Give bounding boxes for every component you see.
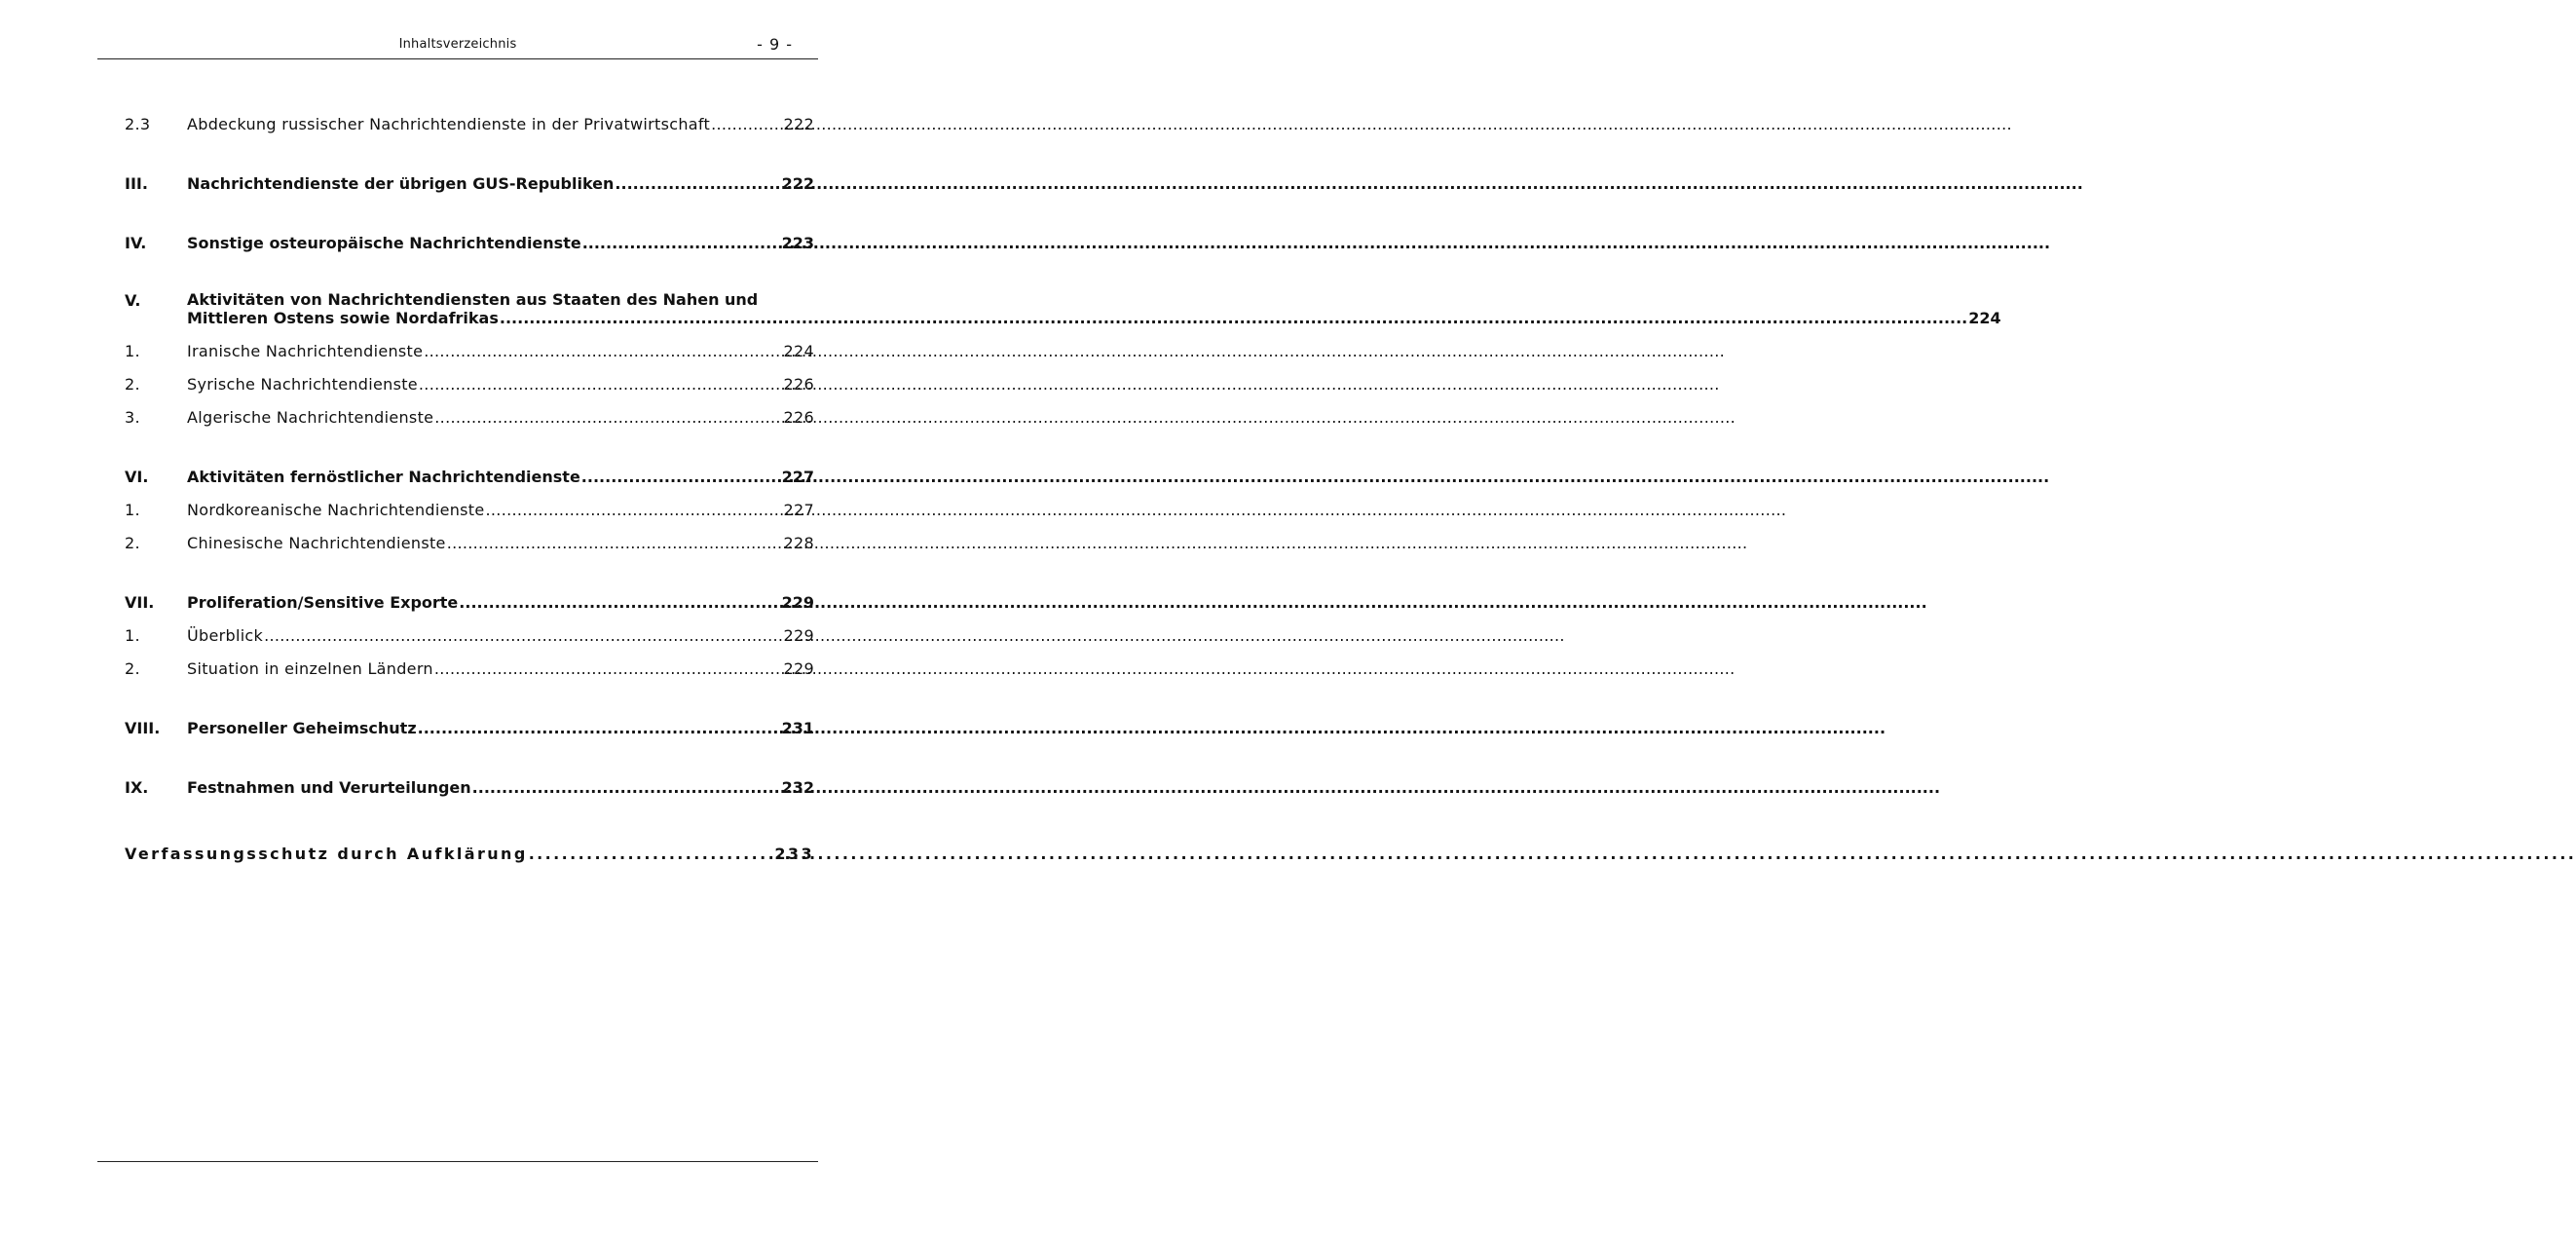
page-header [97,35,818,59]
toc-entry-page: 231 [781,719,814,737]
toc-entry-v-1[interactable] [125,332,814,365]
toc-leader-dots [582,234,781,252]
toc-leader-dots [419,375,783,394]
toc-entry-title: Chinesische Nachrichtendienste [187,534,446,552]
toc-leader-dots [434,659,783,678]
header-page-number: - 9 - [757,35,793,54]
toc-entry-page: 222 [781,174,814,193]
toc-entry-number: III. [125,174,148,193]
toc-entry-v-3[interactable] [125,398,814,432]
toc-entry-v[interactable] [125,283,2001,332]
toc-entry-page: 232 [781,778,814,797]
toc-leader-dots [459,593,780,612]
toc-entry-v-2[interactable] [125,365,814,398]
toc-entry-page: 227 [781,468,814,486]
toc-entry-title: Situation in einzelnen Ländern [187,659,433,678]
toc-entry-title-line1: Aktivitäten von Nachrichtendiensten aus Staaten des Nahen und [187,290,759,309]
toc-leader-dots [434,408,782,427]
toc-entry-page: 222 [783,115,814,133]
toc-leader-dots [447,534,783,552]
toc-entry-number: 1. [125,626,140,645]
toc-entry-page: 229 [783,626,814,645]
toc-entry-number: VII. [125,593,155,612]
toc-entry-number: VIII. [125,719,161,737]
toc-leader-dots [264,626,782,645]
toc-leader-dots [424,342,782,360]
toc-entry-page: 228 [783,534,814,552]
toc-entry-title: Iranische Nachrichtendienste [187,342,424,360]
toc-entry-number: 2. [125,659,140,678]
footer-rule [97,1161,818,1162]
toc-entry-number: 1. [125,501,140,519]
toc-leader-dots [486,501,783,519]
toc-entry-vi-2[interactable] [125,524,814,557]
toc-entry-page: 224 [1968,309,2001,327]
toc-entry-title: Algerische Nachrichtendienste [187,408,434,427]
toc-entry-title: Syrische Nachrichtendienste [187,375,418,394]
toc-entry-number: 2.3 [125,115,151,133]
toc-entry-title-line2: Mittleren Ostens sowie Nordafrikas [187,309,499,327]
toc-entry-viii[interactable] [125,709,814,742]
toc-leader-dots [529,845,774,863]
toc-entry-title: Festnahmen und Verurteilungen [187,778,471,797]
toc-leader-dots [472,778,781,797]
toc-entry-page: 224 [783,342,814,360]
toc-entry-number: IV. [125,234,147,252]
table-of-contents [125,105,2001,868]
toc-entry-title: Sonstige osteuropäische Nachrichtendienste [187,234,581,252]
toc-entry-title: Überblick [187,626,264,645]
toc-entry-number: V. [125,291,141,310]
toc-entry-number: 2. [125,534,140,552]
toc-entry-number: 2. [125,375,140,394]
toc-leader-dots [711,115,782,133]
toc-leader-dots [615,174,780,193]
toc-entry-iii[interactable] [125,165,814,198]
toc-entry-vii-2[interactable] [125,650,814,683]
toc-entry-page: 226 [783,375,814,394]
toc-entry-title: Nachrichtendienste der übrigen GUS-Republiken [187,174,615,193]
toc-entry-final-chapter[interactable] [125,835,814,868]
toc-entry-vi[interactable] [125,458,814,491]
toc-entry-page: 226 [783,408,814,427]
toc-entry-title: Verfassungsschutz durch Aufklärung [125,845,528,863]
toc-entry-title: Abdeckung russischer Nachrichtendienste in der Privatwirtschaft [187,115,711,133]
toc-entry-2-3[interactable] [125,105,814,138]
toc-entry-vii[interactable] [125,583,814,617]
toc-entry-title: Nordkoreanische Nachrichtendienste [187,501,485,519]
toc-entry-number: IX. [125,778,149,797]
toc-entry-vii-1[interactable] [125,617,814,650]
toc-entry-number: 3. [125,408,140,427]
toc-entry-title: Personeller Geheimschutz [187,719,417,737]
header-title: Inhaltsverzeichnis [398,37,517,52]
toc-entry-number: VI. [125,468,149,486]
toc-leader-dots [581,468,781,486]
toc-entry-iv[interactable] [125,224,814,257]
toc-entry-ix[interactable] [125,769,814,802]
toc-entry-page: 223 [781,234,814,252]
toc-entry-page: 227 [783,501,814,519]
toc-entry-page: 229 [783,659,814,678]
toc-entry-title: Aktivitäten fernöstlicher Nachrichtendienste [187,468,580,486]
toc-entry-number: 1. [125,342,140,360]
toc-entry-vi-1[interactable] [125,491,814,524]
toc-entry-page: 229 [781,593,814,612]
toc-entry-title: Proliferation/Sensitive Exporte [187,593,459,612]
toc-leader-dots [500,309,1967,327]
toc-entry-page: 233 [774,845,814,863]
toc-leader-dots [418,719,781,737]
